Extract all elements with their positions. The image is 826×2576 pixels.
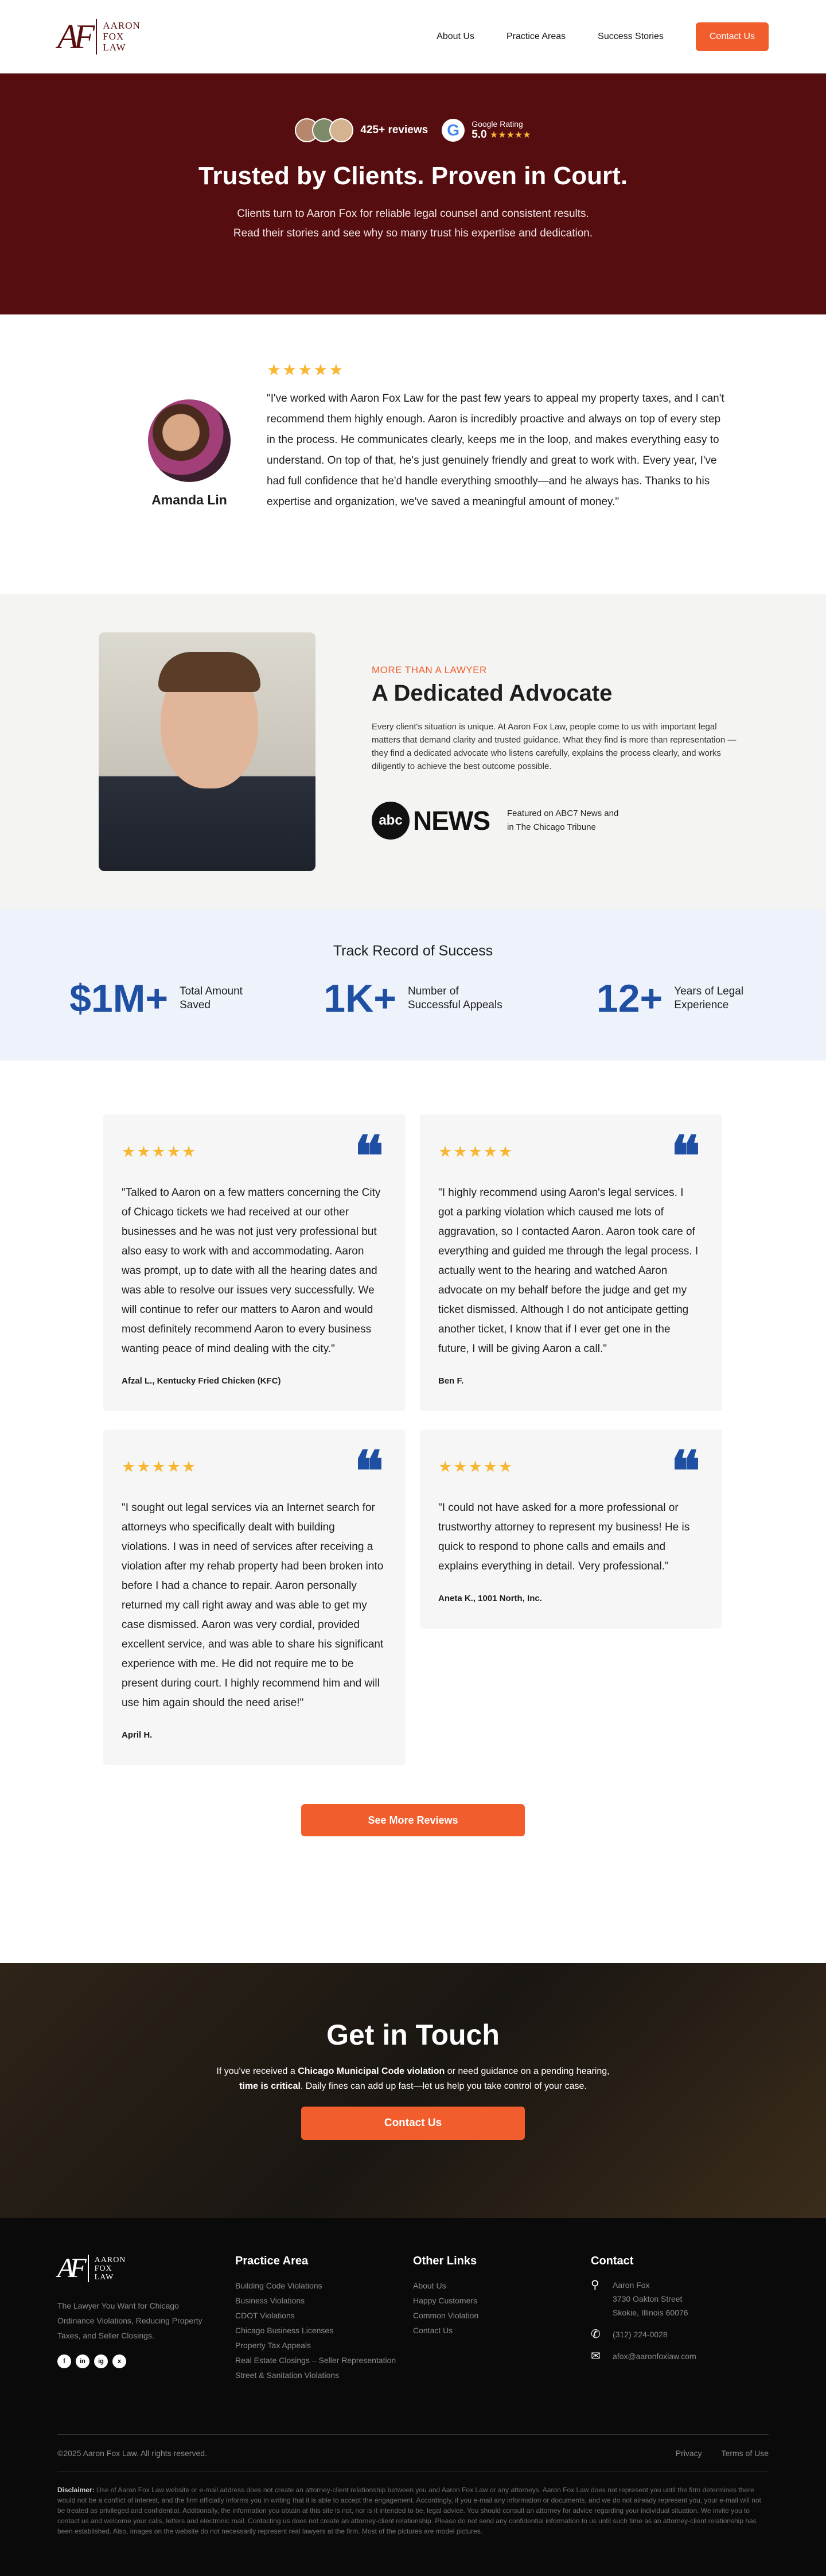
phone-icon: ✆ (591, 2328, 601, 2341)
nav-about-us[interactable]: About Us (437, 31, 474, 41)
google-score: 5.0 (472, 129, 487, 141)
abc-news-logo (372, 802, 490, 840)
star-rating-icon: ★★★★★ (489, 130, 531, 140)
stat-value: 1K+ (324, 977, 396, 1020)
news-caption (507, 807, 618, 834)
footer-practice-link[interactable]: Chicago Business Licenses (235, 2326, 334, 2335)
footer-link[interactable]: About Us (413, 2281, 446, 2290)
footer-contact-title: Contact (591, 2255, 634, 2267)
footer-brand (57, 2255, 235, 2383)
news-caption-line: Featured on ABC7 News and (507, 808, 619, 818)
google-rating-label: Google Rating (472, 119, 523, 129)
stat-item (285, 979, 541, 1018)
news-caption-line: in The Chicago Tribune (507, 822, 596, 832)
footer-practice-link[interactable]: CDOT Violations (235, 2311, 295, 2320)
disclaimer-text: Use of Aaron Fox Law website or e-mail address does not create an attorney-client relationship between you and Aaron Fox Law or any attorneys. Aaron Fox Law does not represent you until the firm determines there would not be a conflict of interest, and the firm officially informs you in writing that it is able to accept the engagement. Accordingly, if you e-mail any information or documents, and we do not already represent you, your e-mail will not be treated as privileged and confidential. Additionally, the information you obtain at this site is not, nor is it intended to be, legal advice. You should consult an attorney for advice regarding your individual situation. We invite you to contact us and welcome your calls, letters and electronic mail. Contacting us does not create an attorney-client relationship. Please do not send any confidential information to us until such time as an attorney-client relationship has been established. Also, images on the website do not necessarily represent real lawyers at the firm. Most of the pictures are model pictures. (57, 2486, 761, 2535)
hero-title: Trusted by Clients. Proven in Court. (198, 162, 628, 190)
star-rating-icon: ★★★★★ (122, 1458, 197, 1475)
footer-links-title: Other Links (413, 2255, 477, 2267)
review-card (420, 1114, 722, 1411)
review-text: "Talked to Aaron on a few matters concerning the City of Chicago tickets we had received at our other businesses and he was not just very professional but also easy to work with and accommodating. Aaron was prompt, up to date with all the hearing dates and was able to resolve our issues very successfully. We will continue to refer our matters to Aaron and would most definitely recommend Aaron to every business wanting peace of mind dealing with the city." (122, 1187, 381, 1355)
footer-contact (591, 2255, 769, 2383)
hero-subtitle-line: Read their stories and see why so many trust his expertise and dedication. (233, 227, 593, 239)
reviewer-avatars (295, 118, 353, 142)
footer-practice-link[interactable]: Building Code Violations (235, 2281, 322, 2290)
footer-practice (235, 2255, 413, 2383)
hero-subtitle (0, 204, 826, 243)
featured-author (135, 360, 244, 594)
footer-tagline: The Lawyer You Want for Chicago Ordinance Violations, Reducing Property Taxes, and Seller Closings. (57, 2301, 202, 2340)
footer-email[interactable] (591, 2349, 769, 2363)
x-icon[interactable]: x (112, 2354, 126, 2368)
logo-line: AARON (94, 2255, 126, 2264)
advocate-section (0, 594, 826, 910)
featured-quote: "I've worked with Aaron Fox Law for the past few years to appeal my property taxes, and I can't recommend them highly enough. Aaron is incredibly proactive and always on top of every step in the process. He communicates clearly, keeps me in the loop, and makes everything easy to understand. On top of that, he's just genuinely friendly and great to work with. Every year, I've had full confidence that he'd handle everything smoothly—and he always has. Thanks to his expertise and organization, we've saved a meaningful amount of money." (267, 393, 724, 508)
disclaimer-label: Disclaimer: (57, 2486, 95, 2494)
review-text: "I highly recommend using Aaron's legal services. I got a parking violation which caused me lots of aggravation, so I contacted Aaron. Aaron took care of everything and guided me through the legal process. I actually went to the hearing and watched Aaron advocate on my behalf before the judge and get my ticket dismissed. Although I do not anticipate getting another ticket, I know that if I ever get one in the future, I will be giving Aaron a call." (438, 1187, 699, 1355)
footer-columns (57, 2255, 769, 2383)
logo-line: LAW (103, 42, 126, 53)
brand-logo[interactable] (57, 19, 141, 55)
reviews-column (103, 1114, 406, 1765)
review-card (103, 1114, 406, 1411)
rating-row (0, 118, 826, 142)
review-author: Afzal L., Kentucky Fried Chicken (KFC) (122, 1376, 281, 1386)
stats-title: Track Record of Success (333, 943, 493, 959)
star-rating-icon: ★★★★★ (438, 1143, 514, 1160)
review-card-top (122, 1441, 384, 1502)
review-text: "I sought out legal services via an Internet search for attorneys who specifically dealt with building violations. I was in need of services after receiving a violation after my rehab property had been broken into before I had a chance to repair. Aaron personally returned my call right away and was able to get my case dismissed. Aaron was very cordial, provided excellent service, and was able to share his significant experience with me. He did not require me to be present during court. I highly recommend him and will use him again should the need arise!" (122, 1502, 384, 1709)
email-text: afox@aaronfoxlaw.com (613, 2352, 696, 2361)
quote-icon: ❝ (354, 1126, 384, 1187)
review-author: April H. (122, 1730, 153, 1740)
google-icon: G (442, 119, 465, 142)
footer-bottom (57, 2434, 769, 2458)
hero-subtitle-line: Clients turn to Aaron Fox for reliable legal counsel and consistent results. (237, 208, 589, 220)
contact-text (0, 2064, 826, 2094)
phone-text: (312) 224-0028 (613, 2330, 668, 2339)
review-author: Aneta K., 1001 North, Inc. (438, 1594, 542, 1603)
contact-title: Get in Touch (326, 2019, 500, 2051)
stat-label: Years of Legal Experience (674, 985, 744, 1011)
stat-value: 12+ (596, 977, 663, 1020)
attorney-hair (158, 652, 260, 692)
footer-practice-link[interactable]: Business Violations (235, 2296, 305, 2305)
google-rating (472, 119, 531, 141)
featured-body (267, 360, 726, 594)
terms-link[interactable]: Terms of Use (721, 2449, 769, 2458)
see-more-reviews-button[interactable]: See More Reviews (301, 1804, 525, 1836)
privacy-link[interactable]: Privacy (675, 2449, 702, 2458)
footer-logo[interactable] (57, 2255, 235, 2282)
logo-line: LAW (94, 2272, 114, 2282)
disclaimer (57, 2472, 769, 2536)
star-rating-icon: ★★★★★ (438, 1458, 514, 1475)
avatar (329, 118, 353, 142)
stat-label: Number of Successful Appeals (407, 985, 502, 1011)
quote-icon: ❝ (671, 1441, 700, 1502)
hero-section (0, 73, 826, 314)
logo-mark: AF (57, 2253, 82, 2283)
footer-practice-link[interactable]: Property Tax Appeals (235, 2341, 311, 2350)
logo-divider (96, 19, 97, 55)
news-row (372, 802, 739, 840)
footer-practice-title: Practice Area (235, 2255, 309, 2267)
contact-text-bold: Chicago Municipal Code violation (298, 2066, 445, 2076)
linkedin-icon[interactable]: in (76, 2354, 89, 2368)
contact-text-part: If you've received a (216, 2066, 298, 2076)
contact-text-part: . Daily fines can add up fast—let us help you take control of your case. (300, 2081, 587, 2091)
avatar (148, 399, 231, 482)
footer-other-links (413, 2255, 591, 2383)
instagram-icon[interactable]: ig (94, 2354, 108, 2368)
nav-contact-button[interactable]: Contact Us (696, 22, 769, 51)
google-rating-value (472, 129, 531, 141)
review-text: "I could not have asked for a more professional or trustworthy attorney to represent my business! He is quick to respond to phone calls and emails and explains everything in detail. Very professional." (438, 1502, 690, 1572)
logo-text (95, 2256, 126, 2282)
footer-practice-link[interactable]: Street & Sanitation Violations (235, 2371, 340, 2380)
stat-item (28, 979, 285, 1018)
stat-item (541, 979, 798, 1018)
review-card (103, 1429, 406, 1765)
review-card-top (122, 1126, 384, 1187)
contact-text-bold: time is critical (239, 2081, 301, 2091)
review-card (420, 1429, 722, 1629)
logo-line: FOX (103, 31, 124, 42)
footer-phone[interactable] (591, 2328, 769, 2341)
review-card-top (438, 1441, 700, 1502)
email-icon: ✉ (591, 2350, 601, 2363)
review-author: Ben F. (438, 1376, 464, 1386)
advocate-title: A Dedicated Advocate (372, 680, 613, 706)
location-pin-icon: ⚲ (591, 2279, 599, 2291)
featured-author-name: Amanda Lin (151, 492, 227, 507)
reviews-column (420, 1114, 722, 1765)
star-rating-icon: ★★★★★ (122, 1143, 197, 1160)
footer-link[interactable]: Contact Us (413, 2326, 453, 2335)
contact-us-button[interactable]: Contact Us (301, 2107, 525, 2140)
copyright: ©2025 Aaron Fox Law. All rights reserved. (57, 2449, 207, 2458)
quote-icon: ❝ (354, 1441, 384, 1502)
featured-testimonial (0, 314, 826, 594)
quote-icon: ❝ (671, 1126, 700, 1187)
advocate-body: Every client's situation is unique. At Aaron Fox Law, people come to us with important legal matters that demand clarity and trusted guidance. What they find is more than representation — they find a dedicated advocate who listens carefully, explains the process clearly, and works diligently to achieve the best outcome possible. (372, 721, 737, 771)
abc-logo-icon: abc (372, 802, 410, 840)
attorney-photo (99, 632, 315, 871)
footer-address (591, 2278, 769, 2319)
logo-mark: AF (57, 17, 91, 56)
nav-practice-areas[interactable]: Practice Areas (506, 31, 566, 41)
stats-section (0, 910, 826, 1060)
social-links (57, 2354, 235, 2368)
reviews-section (0, 1060, 826, 1963)
stats-row (0, 979, 826, 1018)
main-nav (437, 22, 769, 51)
news-logo-text: NEWS (413, 805, 490, 836)
site-header (0, 0, 826, 73)
site-footer (0, 2218, 826, 2576)
logo-line: AARON (103, 20, 141, 31)
footer-link[interactable]: Common Violation (413, 2311, 479, 2320)
footer-practice-link[interactable]: Real Estate Closings – Seller Representation (235, 2356, 396, 2365)
review-count: 425+ reviews (360, 124, 428, 136)
footer-link[interactable]: Happy Customers (413, 2296, 478, 2305)
logo-divider (88, 2255, 89, 2282)
stat-value: $1M+ (69, 977, 169, 1020)
advocate-eyebrow: MORE THAN A LAWYER (372, 664, 487, 675)
star-rating-icon: ★★★★★ (267, 361, 345, 379)
facebook-icon[interactable]: f (57, 2354, 71, 2368)
contact-section (0, 1963, 826, 2218)
contact-text-part: or need guidance on a pending hearing, (445, 2066, 610, 2076)
address-text: Aaron Fox 3730 Oakton Street Skokie, Illinois 60076 (613, 2280, 688, 2317)
stat-label: Total Amount Saved (180, 985, 243, 1011)
logo-text (103, 20, 140, 53)
logo-line: FOX (94, 2264, 112, 2273)
review-card-top (438, 1126, 700, 1187)
advocate-text (372, 665, 739, 840)
nav-success-stories[interactable]: Success Stories (598, 31, 664, 41)
reviews-grid (103, 1114, 826, 1765)
more-reviews-wrap (103, 1804, 826, 1836)
legal-links (659, 2449, 769, 2458)
